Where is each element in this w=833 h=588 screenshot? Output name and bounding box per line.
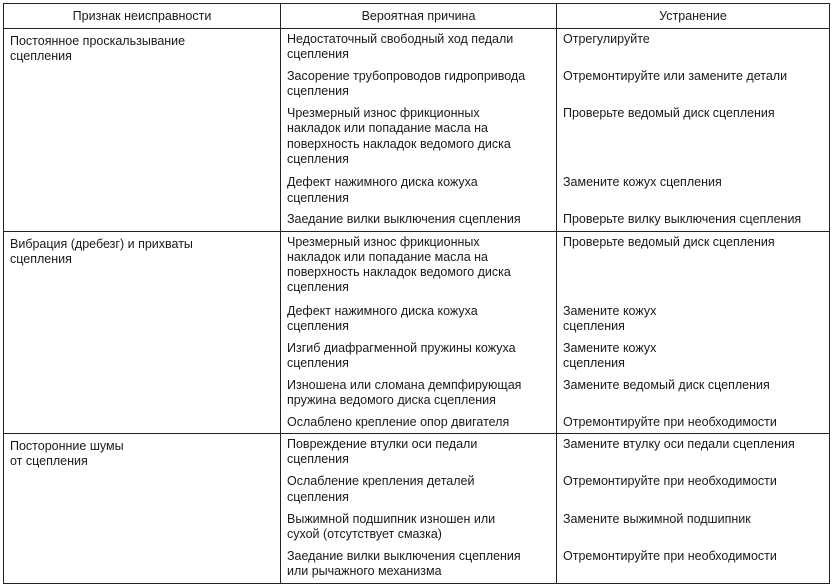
cause-text: Ослабление крепления деталей сцепления <box>287 474 475 504</box>
cause-cell <box>281 172 557 209</box>
symptom-text: Посторонние шумы от сцепления <box>10 439 124 469</box>
cause-text: Ослаблено крепление опор двигателя <box>287 415 510 430</box>
fix-text: Замените ведомый диск сцепления <box>563 377 770 392</box>
cause-cell <box>281 66 557 103</box>
fix-cell <box>557 172 830 209</box>
cause-text: Дефект нажимного диска кожуха сцепления <box>287 303 478 333</box>
fix-cell <box>557 209 830 231</box>
fix-text: Отремонтируйте при необходимости <box>563 474 777 489</box>
fix-text: Замените втулку оси педали сцепления <box>563 437 795 452</box>
fix-text: Замените кожух сцепления <box>563 340 657 371</box>
cause-cell <box>281 509 557 546</box>
fix-cell <box>557 546 830 584</box>
fix-text: Проверьте ведомый диск сцепления <box>563 234 775 249</box>
table-row <box>4 29 830 67</box>
fix-text: Отремонтируйте при необходимости <box>563 548 777 563</box>
cause-cell <box>281 434 557 472</box>
cause-cell <box>281 375 557 412</box>
cause-text: Изношена или сломана демпфирующая пружина ведомого диска сцепления <box>287 377 522 408</box>
symptom-text: Вибрация (дребезг) и прихваты сцепления <box>10 236 193 266</box>
cause-text: Выжимной подшипник изношен или сухой (отсутствует смазка) <box>287 511 496 541</box>
cause-cell <box>281 103 557 172</box>
cause-cell <box>281 29 557 67</box>
header-cause: Вероятная причина <box>281 4 557 29</box>
cause-cell <box>281 231 557 301</box>
fix-cell <box>557 434 830 472</box>
cause-text: Заедание вилки выключения сцепления <box>287 212 521 227</box>
fix-cell <box>557 412 830 434</box>
cause-text: Чрезмерный износ фрикционных накладок или попадание масла на поверхность накладок ведомого диска сцепления <box>287 234 511 295</box>
cause-text: Повреждение втулки оси педали сцепления <box>287 437 478 467</box>
fix-cell <box>557 471 830 508</box>
fix-cell <box>557 301 830 338</box>
cause-text: Чрезмерный износ фрикционных накладок или попадание масла на поверхность накладок ведомого диска сцепления <box>287 106 511 166</box>
fix-cell <box>557 231 830 301</box>
fix-text: Проверьте вилку выключения сцепления <box>563 212 802 227</box>
fix-text: Отрегулируйте <box>563 32 650 46</box>
header-row <box>4 4 830 29</box>
cause-cell <box>281 209 557 231</box>
fix-cell <box>557 66 830 103</box>
cause-text: Недостаточный свободный ход педали сцепления <box>287 32 514 62</box>
cause-cell <box>281 301 557 338</box>
fix-text: Проверьте ведомый диск сцепления <box>563 106 775 121</box>
fix-text: Отремонтируйте при необходимости <box>563 415 777 430</box>
fix-text: Замените кожух сцепления <box>563 175 722 190</box>
fix-cell <box>557 29 830 67</box>
cause-text: Засорение трубопроводов гидропривода сцепления <box>287 69 526 99</box>
cause-text: Дефект нажимного диска кожуха сцепления <box>287 175 478 205</box>
symptom-cell <box>4 29 281 232</box>
cause-cell <box>281 338 557 375</box>
table-row <box>4 231 830 301</box>
symptom-text: Постоянное проскальзывание сцепления <box>10 34 186 64</box>
fix-cell <box>557 103 830 172</box>
cause-cell <box>281 546 557 584</box>
header-symptom: Признак неисправности <box>4 4 281 29</box>
cause-cell <box>281 471 557 508</box>
fix-text: Замените выжимной подшипник <box>563 511 751 526</box>
symptom-cell <box>4 434 281 584</box>
fix-cell <box>557 509 830 546</box>
cause-text: Изгиб диафрагменной пружины кожуха сцепления <box>287 340 516 371</box>
table-body <box>4 29 830 584</box>
fix-cell <box>557 338 830 375</box>
fix-text: Замените кожух сцепления <box>563 303 657 333</box>
header-fix: Устранение <box>557 4 830 29</box>
cause-cell <box>281 412 557 434</box>
troubleshooting-table <box>3 3 830 584</box>
fix-text: Отремонтируйте или замените детали <box>563 69 788 84</box>
symptom-cell <box>4 231 281 434</box>
cause-text: Заедание вилки выключения сцепления или рычажного механизма <box>287 548 521 578</box>
fix-cell <box>557 375 830 412</box>
table-row <box>4 434 830 472</box>
